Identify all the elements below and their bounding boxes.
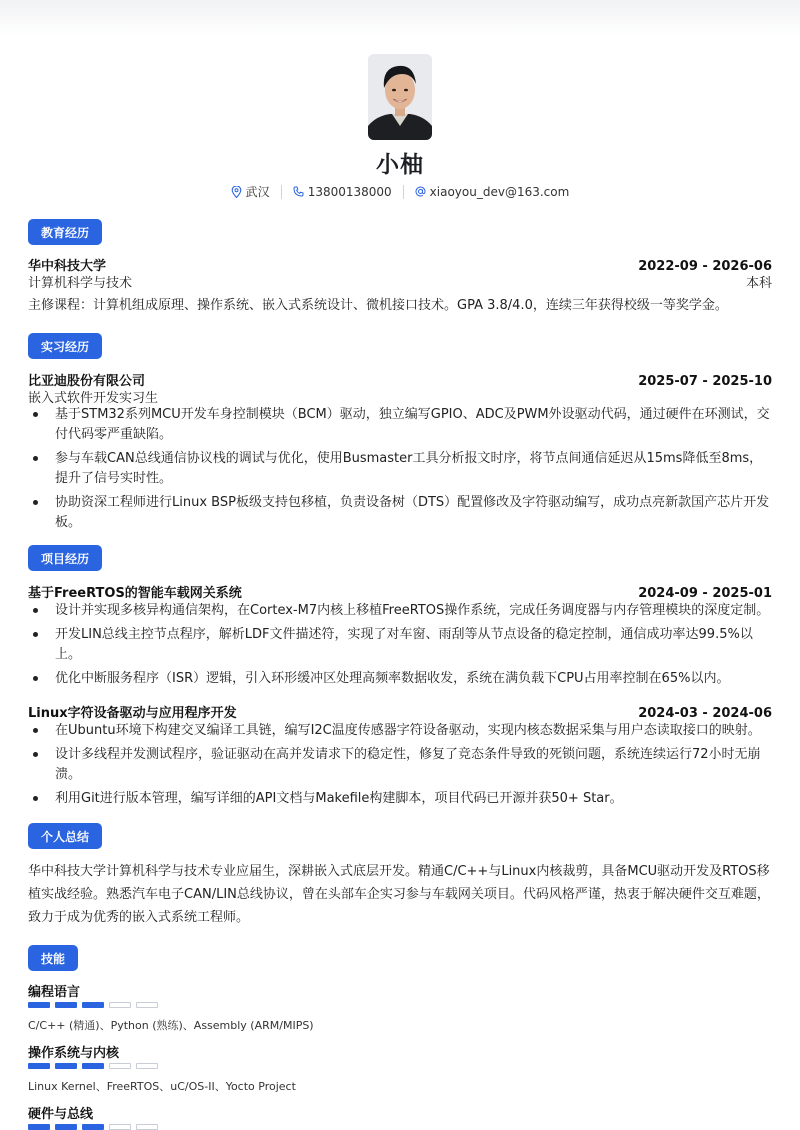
skill-level-segment-empty <box>109 1124 131 1130</box>
project-row <box>28 702 772 721</box>
candidate-name: 小柚 <box>376 152 424 178</box>
degree: 本科 <box>745 276 772 291</box>
skill-level-segment-empty <box>109 1002 131 1008</box>
skill-items: Linux Kernel、FreeRTOS、uC/OS-II、Yocto Project <box>28 1080 296 1093</box>
contact-location <box>231 183 270 200</box>
project-date: 2024-03 - 2024-06 <box>638 706 772 721</box>
list-item: 优化中断服务程序（ISR）逻辑，引入环形缓冲区处理高频率数据收发，系统在满负载下CPU占用率控制在65%以内。 <box>28 669 772 689</box>
project-name: 基于FreeRTOS的智能车载网关系统 <box>28 586 242 601</box>
list-item: 设计并实现多核异构通信架构，在Cortex-M7内核上移植FreeRTOS操作系统，完成任务调度器与内存管理模块的深度定制。 <box>28 601 772 621</box>
section-heading-internship: 实习经历 <box>28 333 102 359</box>
project-date: 2024-09 - 2025-01 <box>638 586 772 601</box>
skill-level-segment-empty <box>109 1063 131 1069</box>
list-item: 开发LIN总线主控节点程序，解析LDF文件描述符，实现了对车窗、雨刮等从节点设备的稳定控制，通信成功率达99.5%以上。 <box>28 625 772 665</box>
skill-level-bar <box>28 1063 158 1069</box>
skill-level-segment-empty <box>136 1124 158 1130</box>
skill-level-segment-filled <box>28 1002 50 1008</box>
skill-level-segment-filled <box>28 1124 50 1130</box>
internship-bullets <box>28 405 772 537</box>
internship-subrow <box>28 387 772 406</box>
list-item: 参与车载CAN总线通信协议栈的调试与优化，使用Busmaster工具分析报文时序，将节点间通信延迟从15ms降低至8ms，提升了信号实时性。 <box>28 449 772 489</box>
education-subrow <box>28 272 772 291</box>
location-text: 武汉 <box>245 185 270 199</box>
top-shadow <box>0 0 800 36</box>
skill-level-bar <box>28 1124 158 1130</box>
skill-level-segment-filled <box>55 1002 77 1008</box>
phone-icon <box>293 186 304 197</box>
skill-level-segment-filled <box>82 1063 104 1069</box>
email-link[interactable]: xiaoyou_dev@163.com <box>429 184 570 199</box>
skill-level-segment-filled <box>55 1063 77 1069</box>
section-heading-summary: 个人总结 <box>28 823 102 849</box>
list-item: 在Ubuntu环境下构建交叉编译工具链，编写I2C温度传感器字符设备驱动，实现内核态数据采集与用户态读取接口的映射。 <box>28 721 772 741</box>
project-bullets <box>28 721 772 813</box>
company-name: 比亚迪股份有限公司 <box>28 374 146 389</box>
avatar <box>368 54 432 140</box>
at-sign-icon <box>415 186 426 197</box>
contact-phone <box>293 185 392 199</box>
education-description: 主修课程：计算机组成原理、操作系统、嵌入式系统设计、微机接口技术。GPA 3.8/4.0，连续三年获得校级一等奖学金。 <box>28 298 728 313</box>
skill-level-segment-filled <box>55 1124 77 1130</box>
list-item: 设计多线程并发测试程序，验证驱动在高并发请求下的稳定性，修复了竞态条件导致的死锁问题，系统连续运行72小时无崩溃。 <box>28 745 772 785</box>
role: 嵌入式软件开发实习生 <box>28 391 159 406</box>
project-name: Linux字符设备驱动与应用程序开发 <box>28 706 237 721</box>
skill-level-segment-filled <box>28 1063 50 1069</box>
education-date: 2022-09 - 2026-06 <box>638 259 772 274</box>
school-name: 华中科技大学 <box>28 259 107 274</box>
skill-category-name: 操作系统与内核 <box>28 1046 120 1061</box>
contact-bar <box>0 183 800 200</box>
skill-level-bar <box>28 1002 158 1008</box>
skill-items: C/C++ (精通)、Python (熟练)、Assembly (ARM/MIPS) <box>28 1019 314 1032</box>
project-bullets <box>28 601 772 693</box>
section-heading-skills: 技能 <box>28 945 78 971</box>
divider <box>403 185 404 199</box>
project-row <box>28 582 772 601</box>
internship-date: 2025-07 - 2025-10 <box>638 374 772 389</box>
location-pin-icon <box>231 186 242 198</box>
contact-email <box>415 185 570 199</box>
major: 计算机科学与技术 <box>28 276 133 291</box>
summary-text: 华中科技大学计算机科学与技术专业应届生，深耕嵌入式底层开发。精通C/C++与Linux内核裁剪，具备MCU驱动开发及RTOS移植实战经验。熟悉汽车电子CAN/LIN总线协议，曾在头部车企实习参与车载网关项目。代码风格严谨，热衷于解决硬件交互难题，致力于成为优秀的嵌入式系统工程师。 <box>28 864 770 925</box>
skill-level-segment-empty <box>136 1063 158 1069</box>
skill-level-segment-filled <box>82 1124 104 1130</box>
skill-level-segment-empty <box>136 1002 158 1008</box>
list-item: 协助资深工程师进行Linux BSP板级支持包移植，负责设备树（DTS）配置修改及字符驱动编写，成功点亮新款国产芯片开发板。 <box>28 493 772 533</box>
section-heading-education: 教育经历 <box>28 219 102 245</box>
skill-category-name: 硬件与总线 <box>28 1107 94 1122</box>
skill-level-segment-filled <box>82 1002 104 1008</box>
skill-category-name: 编程语言 <box>28 985 81 1000</box>
section-heading-projects: 项目经历 <box>28 545 102 571</box>
list-item: 利用Git进行版本管理，编写详细的API文档与Makefile构建脚本，项目代码已开源并获50+ Star。 <box>28 789 772 809</box>
divider <box>281 185 282 199</box>
list-item: 基于STM32系列MCU开发车身控制模块（BCM）驱动，独立编写GPIO、ADC及PWM外设驱动代码，通过硬件在环测试，交付代码零严重缺陷。 <box>28 405 772 445</box>
phone-text: 13800138000 <box>307 184 392 199</box>
